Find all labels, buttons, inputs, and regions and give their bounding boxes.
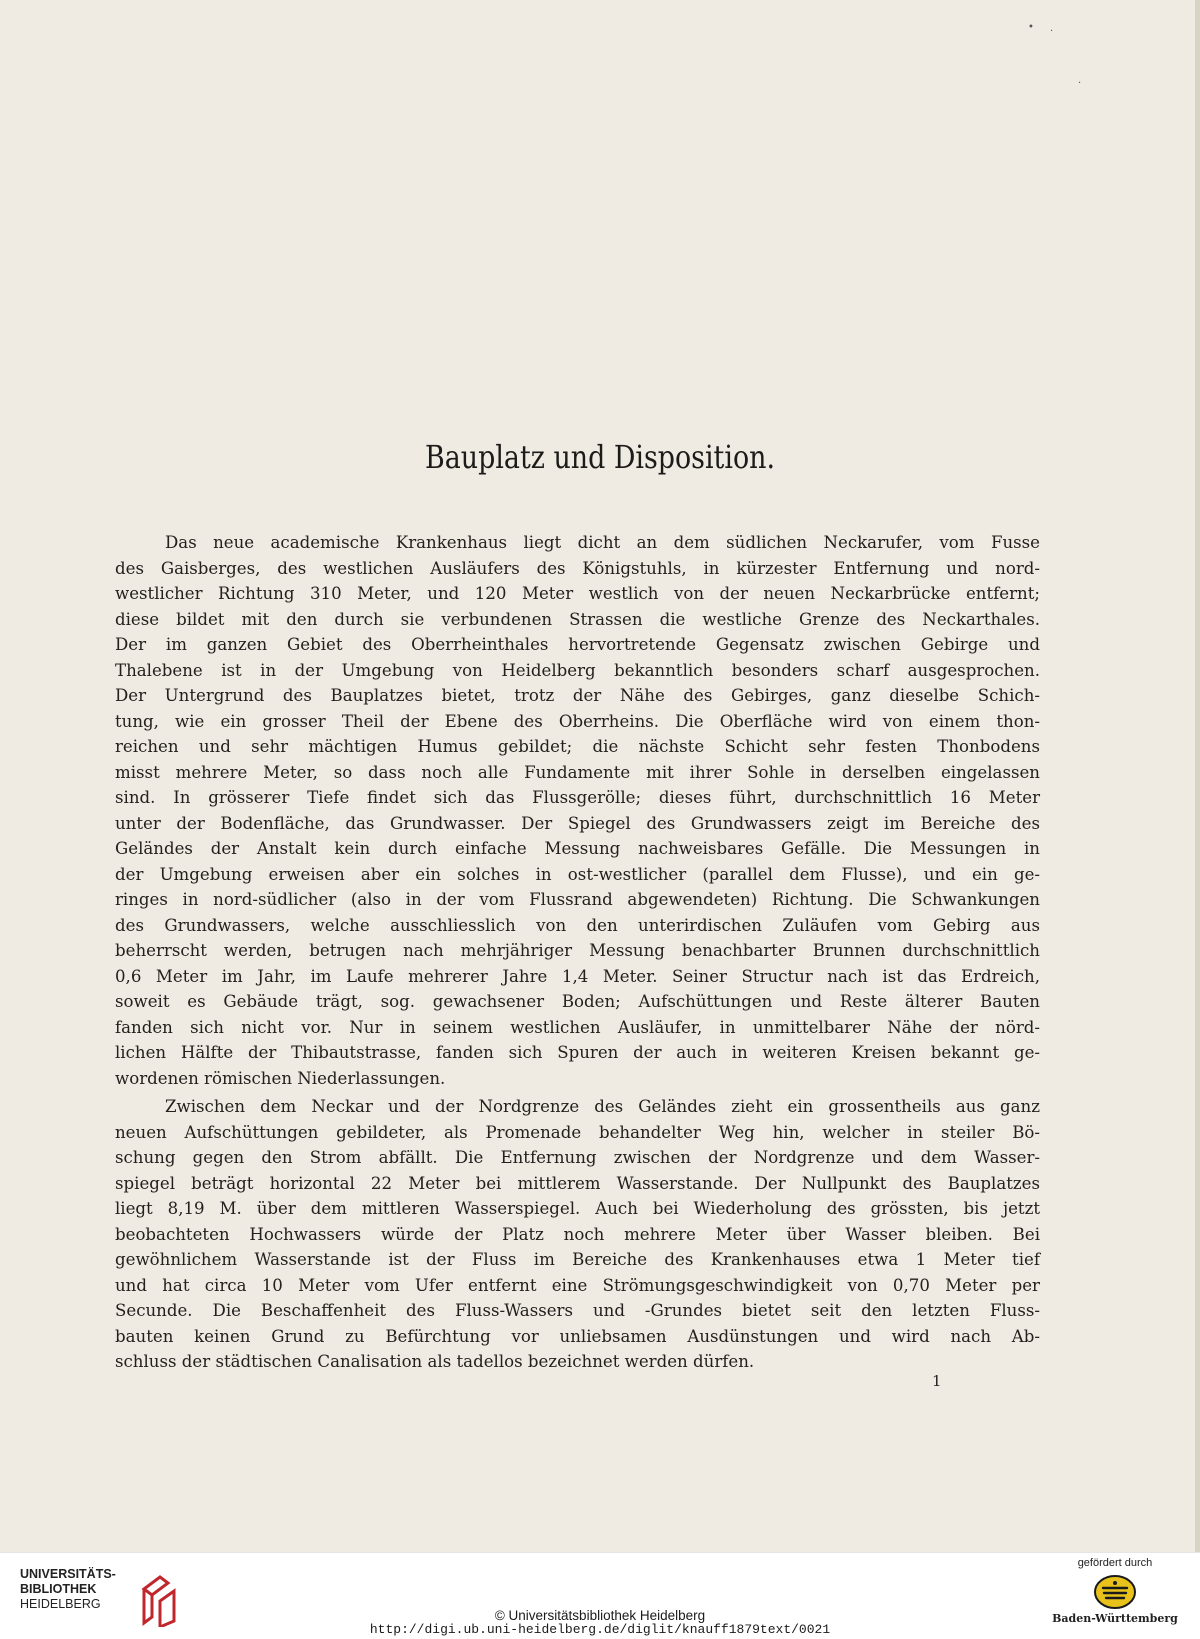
text-line: misst mehrere Meter, so dass noch alle Fundamente mit ihrer Sohle in derselben eingelassen bbox=[115, 762, 1040, 782]
permalink-url[interactable]: http://digi.ub.uni-heidelberg.de/diglit/knauff1879text/0021 bbox=[369, 1622, 831, 1637]
text-line: soweit es Gebäude trägt, sog. gewachsener Boden; Aufschüttungen und Reste älterer Bauten bbox=[115, 992, 1040, 1011]
page-number: 1 bbox=[932, 1372, 942, 1390]
text-line: Der im ganzen Gebiet des Oberrheinthales hervortretende Gegensatz zwischen Gebirge und bbox=[115, 635, 1040, 654]
text-line: Geländes der Anstalt kein durch einfache Messung nachweisbares Gefälle. Die Messungen in bbox=[115, 839, 1040, 858]
text-line: reichen und sehr mächtigen Humus gebildet; die nächste Schicht sehr festen Thonbodens bbox=[115, 737, 1040, 756]
copyright-notice: © Universitätsbibliothek Heidelberg bbox=[494, 1608, 706, 1623]
text-line: ringes in nord-südlicher (also in der vom Flussrand abgewendeten) Richtung. Die Schwankungen bbox=[115, 890, 1040, 909]
baden-wuerttemberg-emblem-icon bbox=[1093, 1574, 1137, 1610]
text-line: beherrscht werden, betrugen nach mehrjähriger Messung benachbarter Brunnen durchschnittlich bbox=[115, 941, 1040, 960]
document-body bbox=[115, 530, 1040, 1375]
funding-name: Baden-Württemberg bbox=[1052, 1612, 1178, 1625]
funding-logo[interactable] bbox=[1040, 1557, 1190, 1635]
library-name-line3: HEIDELBERG bbox=[20, 1597, 101, 1611]
text-line: unter der Bodenfläche, das Grundwasser. Der Spiegel des Grundwassers zeigt im Bereiche des bbox=[115, 813, 1040, 833]
text-line: lichen Hälfte der Thibautstrasse, fanden sich Spuren der auch in weiteren Kreisen bekannt ge- bbox=[115, 1043, 1040, 1062]
text-line: Das neue academische Krankenhaus liegt dicht an dem südlichen Neckarufer, vom Fusse bbox=[165, 533, 1040, 552]
text-line: sind. In grösserer Tiefe findet sich das Flussgerölle; dieses führt, durchschnittlich 16 Meter bbox=[115, 788, 1040, 807]
text-line: der Umgebung erweisen aber ein solches in ost-westlicher (parallel dem Flusse), und ein ge- bbox=[115, 864, 1040, 884]
text-line: Secunde. Die Beschaffenheit des Fluss-Wassers und -Grundes bietet seit den letzten Fluss- bbox=[115, 1301, 1040, 1320]
scan-speck: · bbox=[1078, 78, 1082, 89]
library-name-line1: UNIVERSITÄTS- bbox=[20, 1567, 116, 1581]
text-line: des Gaisberges, des westlichen Ausläufers des Königstuhls, in kürzester Entfernung und nord- bbox=[115, 558, 1040, 578]
page-title: Bauplatz und Disposition. bbox=[425, 438, 775, 476]
scan-speck: · bbox=[1050, 26, 1054, 37]
text-line: bauten keinen Grund zu Befürchtung vor unliebsamen Ausdünstungen und wird nach Ab- bbox=[115, 1326, 1040, 1346]
library-name-line2: BIBLIOTHEK bbox=[20, 1582, 97, 1596]
text-line: wordenen römischen Niederlassungen. bbox=[115, 1068, 446, 1088]
paragraph-1 bbox=[115, 530, 1040, 1091]
text-line: Thalebene ist in der Umgebung von Heidelberg bekanntlich besonders scharf ausgesprochen. bbox=[115, 660, 1040, 680]
text-line: 0,6 Meter im Jahr, im Laufe mehrerer Jahre 1,4 Meter. Seiner Structur nach ist das Erdreich, bbox=[115, 966, 1040, 986]
text-line: diese bildet mit den durch sie verbundenen Strassen die westliche Grenze des Neckarthales. bbox=[115, 609, 1040, 629]
paragraph-2 bbox=[115, 1094, 1040, 1375]
funding-label: gefördert durch bbox=[1077, 1557, 1153, 1569]
text-line: liegt 8,19 M. über dem mittleren Wasserspiegel. Auch bei Wiederholung des grössten, bis jetzt bbox=[115, 1199, 1040, 1218]
text-line: beobachteten Hochwassers würde der Platz noch mehrere Meter über Wasser bleiben. Bei bbox=[115, 1224, 1040, 1244]
text-line: des Grundwassers, welche ausschliesslich von den unterirdischen Zuläufen vom Gebirg aus bbox=[115, 915, 1040, 935]
library-name bbox=[20, 1567, 116, 1612]
text-line: und hat circa 10 Meter vom Ufer entfernt eine Strömungsgeschwindigkeit von 0,70 Meter per bbox=[115, 1275, 1040, 1295]
text-line: Zwischen dem Neckar und der Nordgrenze des Geländes zieht ein grossentheils aus ganz bbox=[165, 1097, 1040, 1116]
text-line: gewöhnlichem Wasserstande ist der Fluss im Bereiche des Krankenhauses etwa 1 Meter tief bbox=[115, 1250, 1040, 1269]
text-line: neuen Aufschüttungen gebildeter, als Promenade behandelter Weg hin, welcher in steiler Bö- bbox=[115, 1122, 1040, 1142]
text-line: fanden sich nicht vor. Nur in seinem westlichen Ausläufer, in unmittelbarer Nähe der nörd- bbox=[115, 1017, 1040, 1037]
text-line: schung gegen den Strom abfällt. Die Entfernung zwischen der Nordgrenze und dem Wasser- bbox=[115, 1148, 1040, 1167]
text-line: spiegel beträgt horizontal 22 Meter bei mittlerem Wasserstande. Der Nullpunkt des Bauplatzes bbox=[115, 1173, 1040, 1193]
text-line: tung, wie ein grosser Theil der Ebene des Oberrheins. Die Oberfläche wird von einem thon- bbox=[115, 711, 1040, 731]
scan-speck: • bbox=[1028, 22, 1034, 33]
text-line: Der Untergrund des Bauplatzes bietet, trotz der Nähe des Gebirges, ganz dieselbe Schich- bbox=[115, 686, 1040, 705]
text-line: schluss der städtischen Canalisation als tadellos bezeichnet werden dürfen. bbox=[115, 1352, 755, 1371]
text-line: westlicher Richtung 310 Meter, und 120 Meter westlich von der neuen Neckarbrücke entfernt; bbox=[115, 584, 1040, 603]
